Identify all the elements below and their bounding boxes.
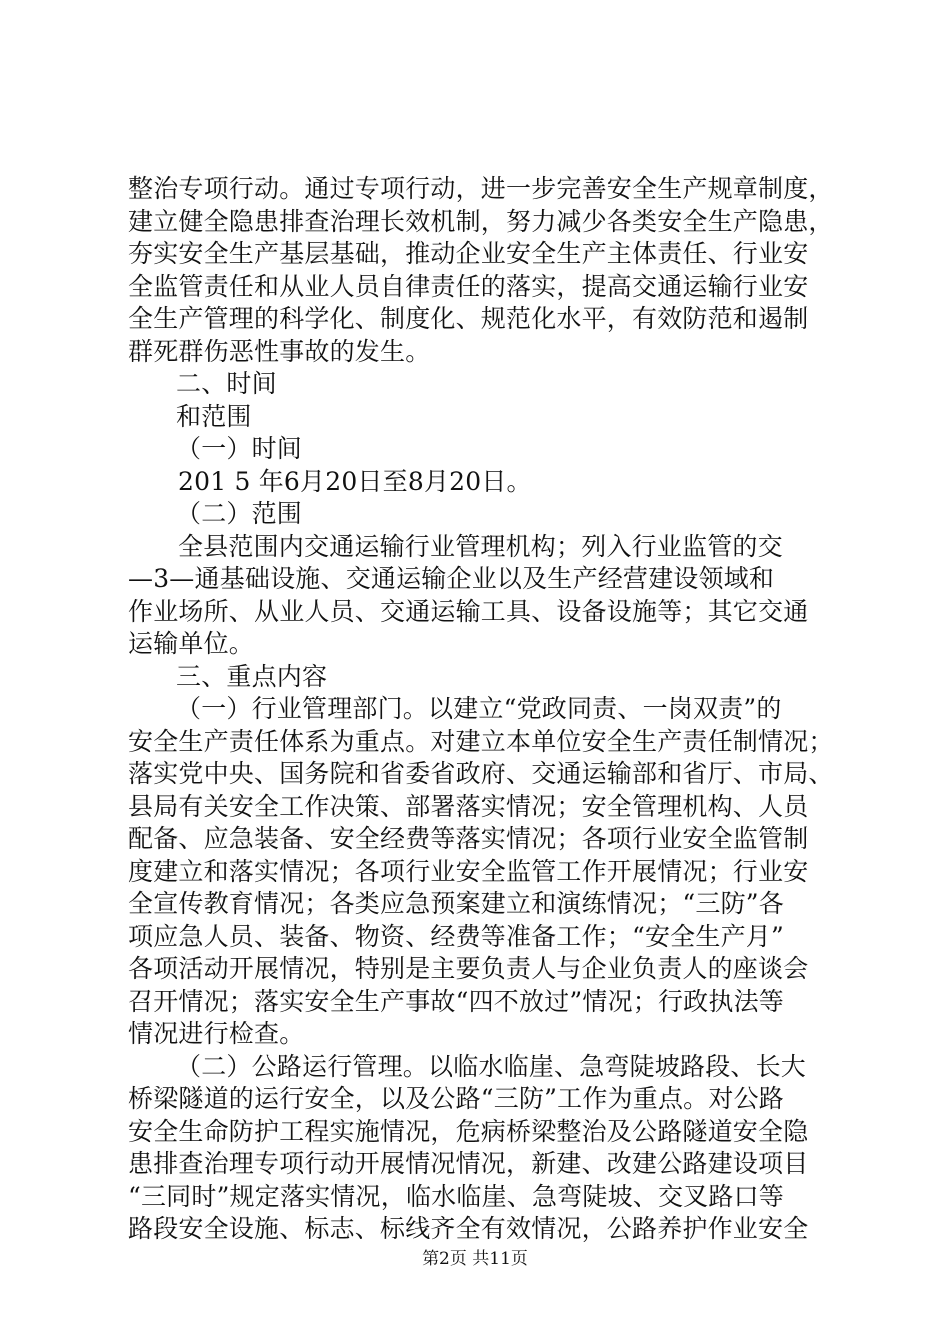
text-line: 配备、应急装备、安全经费等落实情况；各项行业安全监管制 — [128, 824, 809, 853]
text-line: —3—通基础设施、交通运输企业以及生产经营建设领域和 — [128, 564, 775, 593]
text-line: 全县范围内交通运输行业管理机构；列入行业监管的交 — [178, 531, 783, 561]
text-line: 三、重点内容 — [176, 661, 328, 691]
text-line: （一）行业管理部门。以建立“党政同责、一岗双责”的 — [176, 694, 782, 723]
text-line: 整治专项行动。通过专项行动，进一步完善安全生产规章制度， — [128, 174, 834, 203]
text-line: 桥梁隧道的运行安全，以及公路“三防”工作为重点。对公路 — [128, 1084, 784, 1113]
text-line: 建立健全隐患排查治理长效机制，努力减少各类安全生产隐患， — [128, 206, 834, 236]
text-line: （二）范围 — [176, 499, 303, 528]
text-line: 二、时间 — [176, 369, 277, 398]
document-body — [128, 173, 832, 1246]
text-line: 县局有关安全工作决策、部署落实情况；安全管理机构、人员 — [128, 791, 809, 821]
text-line: 201 5 年6月20日至8月20日。 — [178, 466, 532, 496]
text-line: 全宣传教育情况；各类应急预案建立和演练情况；“三防”各 — [128, 889, 784, 918]
text-line: 患排查治理专项行动开展情况情况，新建、改建公路建设项目 — [128, 1149, 809, 1178]
text-line: 运输单位。 — [128, 629, 255, 658]
text-line: 全生产管理的科学化、制度化、规范化水平，有效防范和遏制 — [128, 304, 809, 333]
text-line: 情况进行检查。 — [128, 1019, 305, 1048]
text-line: 召开情况；落实安全生产事故“四不放过”情况；行政执法等 — [128, 986, 784, 1016]
text-line: （一）时间 — [176, 434, 303, 463]
text-line: （二）公路运行管理。以临水临崖、急弯陡坡路段、长大 — [176, 1051, 807, 1081]
text-line: 度建立和落实情况；各项行业安全监管工作开展情况；行业安 — [128, 856, 809, 886]
text-line: 和范围 — [176, 401, 252, 431]
text-line: 路段安全设施、标志、标线齐全有效情况，公路养护作业安全 — [128, 1214, 809, 1243]
text-line: 全监管责任和从业人员自律责任的落实，提高交通运输行业安 — [128, 271, 809, 301]
text-line: 各项活动开展情况，特别是主要负责人与企业负责人的座谈会 — [128, 954, 809, 983]
page-footer: 第2页 共11页 — [422, 1249, 528, 1269]
text-line: 夯实安全生产基层基础，推动企业安全生产主体责任、行业安 — [128, 239, 809, 268]
text-line: 安全生命防护工程实施情况，危病桥梁整治及公路隧道安全隐 — [128, 1116, 809, 1146]
text-line: “三同时”规定落实情况，临水临崖、急弯陡坡、交叉路口等 — [128, 1181, 784, 1211]
text-line: 安全生产责任体系为重点。对建立本单位安全生产责任制情况； — [128, 726, 834, 756]
text-line: 作业场所、从业人员、交通运输工具、设备设施等；其它交通 — [128, 596, 809, 626]
text-line: 群死群伤恶性事故的发生。 — [128, 336, 431, 366]
text-line: 项应急人员、装备、物资、经费等准备工作；“安全生产月” — [128, 921, 784, 951]
text-line: 落实党中央、国务院和省委省政府、交通运输部和省厅、市局、 — [128, 759, 834, 788]
